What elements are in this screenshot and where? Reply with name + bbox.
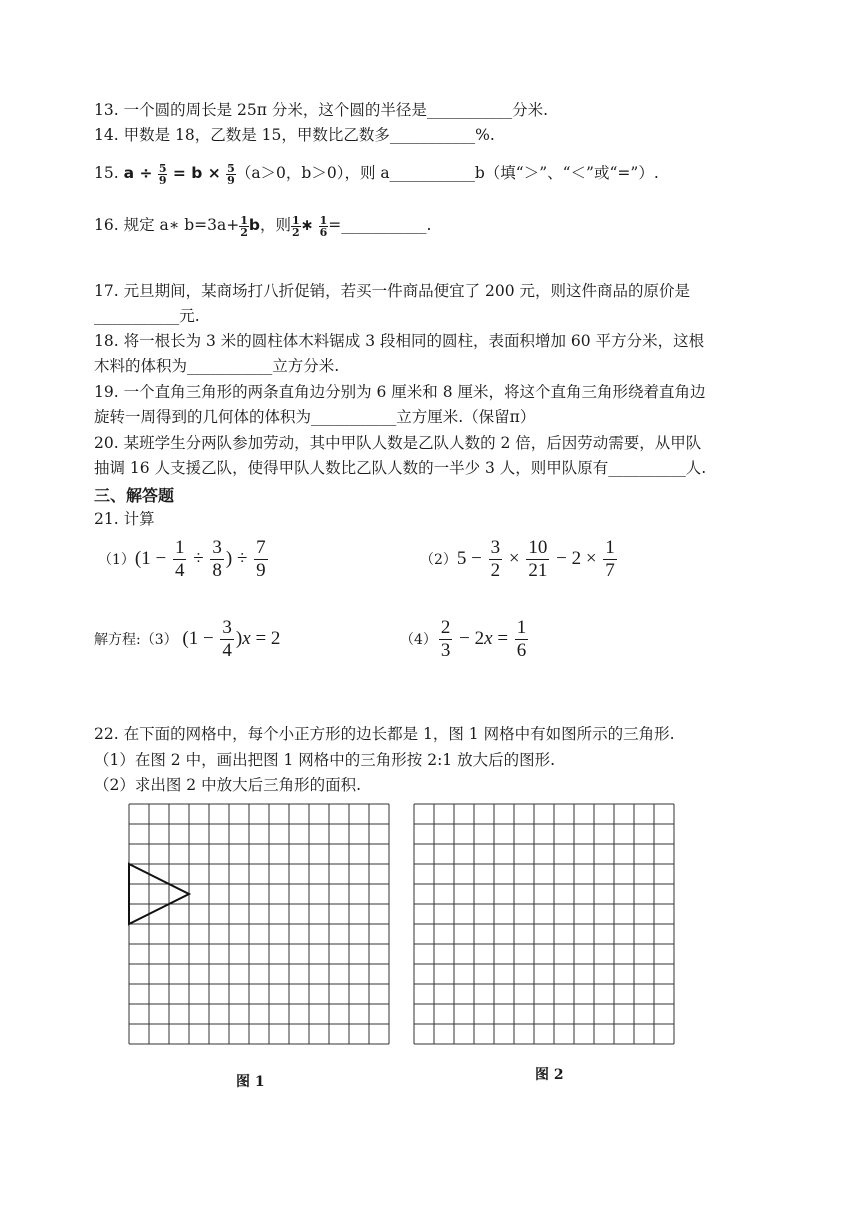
q15-times-sign: × <box>202 164 227 182</box>
q15-tail: （a＞0，b＞0），则 a___________b（填“＞”、“＜”或“=”）. <box>235 164 659 182</box>
equation-4-frac-b: $\frac{1}{6}$ <box>516 617 527 661</box>
question-21: 21. 计算 <box>94 510 155 528</box>
question-16 <box>94 210 431 240</box>
equation-3-frac: $\frac{3}{4}$ <box>222 617 232 661</box>
question-17-line-1: 17. 元旦期间，某商场打八折促销，若买一件商品便宜了 200 元，则这件商品的原价是 <box>94 282 691 300</box>
q15-fraction-2: $\frac{5}{9}$ <box>227 161 235 187</box>
triangle-shape <box>129 864 189 924</box>
q15-var-a: a <box>123 164 135 182</box>
calc-1-label: （1） <box>98 551 135 568</box>
question-22-line-3: （2）求出图 2 中放大后三角形的面积. <box>94 776 362 794</box>
question-22-line-2: （1）在图 2 中，画出把图 1 网格中的三角形按 2:1 放大后的图形. <box>94 751 556 769</box>
q16-mid: ，则 <box>259 216 291 234</box>
equation-4 <box>400 617 530 662</box>
question-20-line-1: 20. 某班学生分两队参加劳动，其中甲队人数是乙队人数的 2 倍，后因劳动需要，从甲队 <box>94 434 702 452</box>
equation-3 <box>94 617 280 662</box>
equation-4-frac-a: $\frac{2}{3}$ <box>440 617 451 661</box>
question-19-line-2: 旋转一周得到的几何体的体积为___________立方厘米.（保留π） <box>94 408 536 426</box>
grid-figure-1 <box>128 803 390 1045</box>
equation-3-x: x <box>242 627 251 649</box>
calc-2-times: × <box>504 547 525 569</box>
question-18-line-2: 木料的体积为___________立方分米. <box>94 357 340 375</box>
equation-4-mid: − 2 <box>454 627 485 649</box>
calc-1-frac-c: $\frac{7}{9}$ <box>256 537 266 581</box>
equation-4-x: x <box>484 627 493 649</box>
section-heading-3: 三、解答题 <box>94 486 175 505</box>
question-22-line-1: 22. 在下面的网格中，每个小正方形的边长都是 1，图 1 网格中有如图所示的三角形. <box>94 725 675 743</box>
equation-3-label: 解方程:（3） <box>94 631 178 648</box>
q16-head: 16. 规定 a∗ b=3a+ <box>94 216 240 234</box>
equation-4-label: （4） <box>400 631 437 648</box>
calc-2 <box>420 537 619 582</box>
q16-tail: =___________. <box>328 216 432 234</box>
equation-3-close: ) <box>235 627 243 649</box>
calc-1-close: ) ÷ <box>225 547 253 569</box>
question-15 <box>94 158 659 188</box>
q16-fraction-2: $\frac{1}{2}$ <box>292 213 300 239</box>
question-17-line-2: ___________元. <box>94 307 200 325</box>
figure-1-caption: 图 1 <box>236 1074 265 1090</box>
grid-figure-2 <box>413 803 675 1045</box>
q15-fraction-1: $\frac{5}{9}$ <box>158 161 167 187</box>
q15-equals: = <box>167 164 192 182</box>
calc-2-lead: 5 − <box>456 547 487 569</box>
q15-number: 15. <box>94 164 124 182</box>
question-20-line-2: 抽调 16 人支援乙队，使得甲队人数比乙队人数的一半少 3 人，则甲队原有__________人. <box>94 459 707 477</box>
calc-2-label: （2） <box>420 551 457 568</box>
calc-2-mid: − 2 × <box>551 547 602 569</box>
question-13: 13. 一个圆的周长是 25π 分米，这个圆的半径是___________分米. <box>94 101 549 119</box>
calc-1 <box>98 537 270 582</box>
calc-1-frac-b: $\frac{3}{8}$ <box>212 537 222 581</box>
equation-3-rhs: = 2 <box>250 627 281 649</box>
calc-1-frac-a: $\frac{1}{4}$ <box>174 537 185 581</box>
calc-2-frac-b: $\frac{10}{21}$ <box>528 537 548 581</box>
calc-1-open: (1 − <box>134 547 171 569</box>
calc-1-div: ÷ <box>188 547 209 569</box>
question-18-line-1: 18. 将一根长为 3 米的圆柱体木料锯成 3 段相同的圆柱，表面积增加 60 平方分米，这根 <box>94 332 705 350</box>
question-19-line-1: 19. 一个直角三角形的两条直角边分别为 6 厘米和 8 厘米，将这个直角三角形绕着直角边 <box>94 383 706 401</box>
q16-fraction-1: $\frac{1}{2}$ <box>240 213 248 239</box>
figure-2-caption: 图 2 <box>535 1067 564 1083</box>
q16-fraction-3: $\frac{1}{6}$ <box>319 213 328 239</box>
q16-star: ∗ <box>300 216 314 234</box>
calc-2-frac-a: $\frac{3}{2}$ <box>490 537 501 581</box>
calc-2-frac-c: $\frac{1}{7}$ <box>605 537 615 581</box>
equation-3-open: (1 − <box>182 627 219 649</box>
q16-var-b: b <box>248 216 260 234</box>
question-14: 14. 甲数是 18，乙数是 15，甲数比乙数多___________%. <box>94 126 495 144</box>
q15-var-b: b <box>191 164 203 182</box>
equation-4-eq: = <box>492 627 513 649</box>
q15-div-sign: ÷ <box>134 164 158 182</box>
